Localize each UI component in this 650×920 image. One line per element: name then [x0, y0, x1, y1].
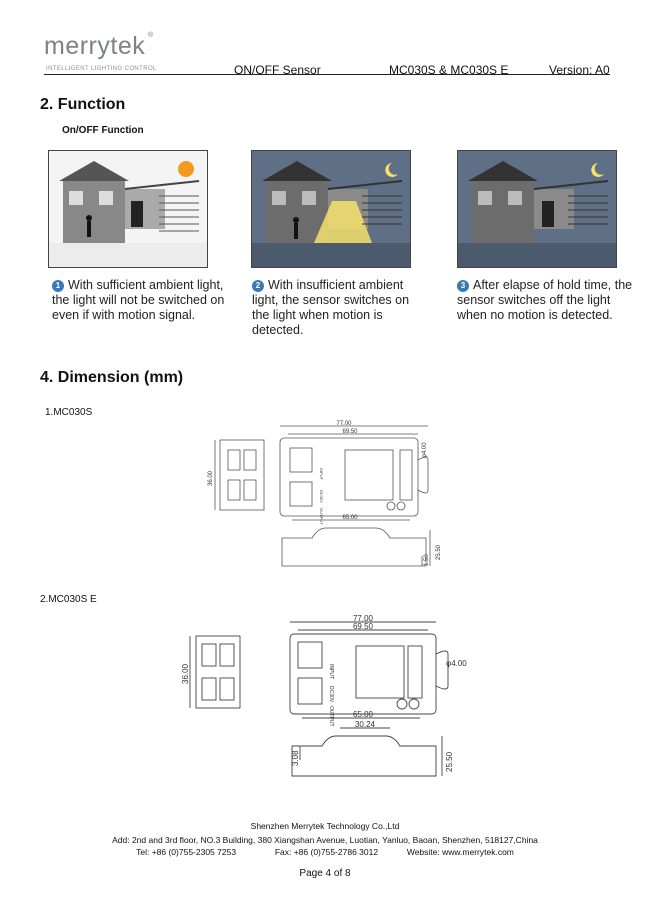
panel-daylight-illustration [48, 150, 208, 268]
terminal-label-dc-1: DC30V [319, 490, 324, 503]
merrytek-logo [44, 32, 164, 76]
terminal-label-output-2: OUTPUT [328, 706, 334, 727]
dim-diameter-2: φ4.00 [446, 659, 467, 668]
footer-company: Shenzhen Merrytek Technology Co.,Ltd [250, 821, 400, 831]
dim-inner-2: 69.50 [352, 622, 374, 631]
step-number-3-icon: 3 [457, 280, 469, 292]
header-models: MC030S & MC030S E [389, 63, 509, 77]
dim-hole-spacing-2: 65.00 [352, 710, 374, 719]
caption-text-1: With sufficient ambient light, the light will not be switched on even if with motion signal. [52, 278, 225, 322]
caption-panel-1 [52, 278, 232, 323]
registered-mark: ® [148, 32, 154, 39]
header-product-type: ON/OFF Sensor [234, 63, 321, 77]
terminal-label-input-1: INPUT [319, 468, 324, 480]
header-divider [44, 74, 610, 75]
header-version: Version: A0 [549, 63, 610, 77]
mc030s-e-dimension-drawing [180, 614, 470, 796]
logo-tagline: INTELLIGENT LIGHTING CONTROL [46, 66, 157, 72]
panel-night-light-on-illustration [251, 150, 411, 268]
dimension-heading: 4. Dimension (mm) [40, 369, 184, 386]
footer-contacts [0, 847, 650, 857]
footer-fax: Fax: +86 (0)755-2786 3012 [274, 847, 379, 857]
dim-overall-2: 77.00 [352, 614, 374, 623]
dim-height-2: 25.50 [445, 751, 454, 772]
caption-panel-3 [457, 278, 637, 323]
function-heading: 2. Function [40, 96, 126, 113]
dim-clip-height-2: 3.08 [291, 750, 300, 766]
dim-width-2: 36.00 [181, 663, 190, 684]
terminal-label-input-2: INPUT [328, 664, 334, 679]
dim-width-1: 36.00 [208, 470, 214, 486]
dim-inner-1: 69.50 [342, 429, 358, 435]
logo-wordmark: merrytek [44, 32, 146, 60]
footer-address: Add: 2nd and 3rd floor, NO.3 Building, 380 Xiangshan Avenue, Luotian, Yanluo, Baoan, Shenzhen, 518127,China [112, 835, 538, 845]
model-1-label: 1.MC030S [45, 407, 93, 418]
dim-height-1: 25.50 [436, 544, 442, 560]
function-subtitle: On/OFF Function [62, 125, 144, 136]
house-daylight-image [49, 151, 207, 267]
step-number-1-icon: 1 [52, 280, 64, 292]
page-number: Page 4 of 8 [299, 868, 351, 879]
mc030s-dimension-drawing [200, 420, 450, 582]
sun-icon [178, 161, 194, 177]
model-2-label: 2.MC030S E [40, 594, 97, 605]
panel-night-light-off-illustration [457, 150, 617, 268]
footer-tel: Tel: +86 (0)755-2305 7253 [136, 847, 237, 857]
caption-text-3: After elapse of hold time, the sensor switches off the light when no motion is detected. [457, 278, 633, 322]
caption-panel-2 [252, 278, 422, 338]
footer-website[interactable]: Website: www.merrytek.com [406, 847, 514, 857]
terminal-label-dc-2: DC30V [328, 686, 334, 703]
house-night-light-on-image [252, 151, 410, 267]
house-night-light-off-image [458, 151, 616, 267]
caption-text-2: With insufficient ambient light, the sensor switches on the light when motion is detected. [252, 278, 410, 337]
step-number-2-icon: 2 [252, 280, 264, 292]
dim-clip-2: 30.24 [354, 720, 376, 729]
dim-overall-1: 77.00 [336, 421, 352, 427]
dim-diameter-1: φ4.00 [422, 442, 428, 458]
terminal-label-output-1: OUTPUT [319, 508, 324, 525]
dim-base-1: 1.50 [424, 554, 430, 566]
dim-hole-spacing-1: 65.00 [342, 515, 358, 521]
